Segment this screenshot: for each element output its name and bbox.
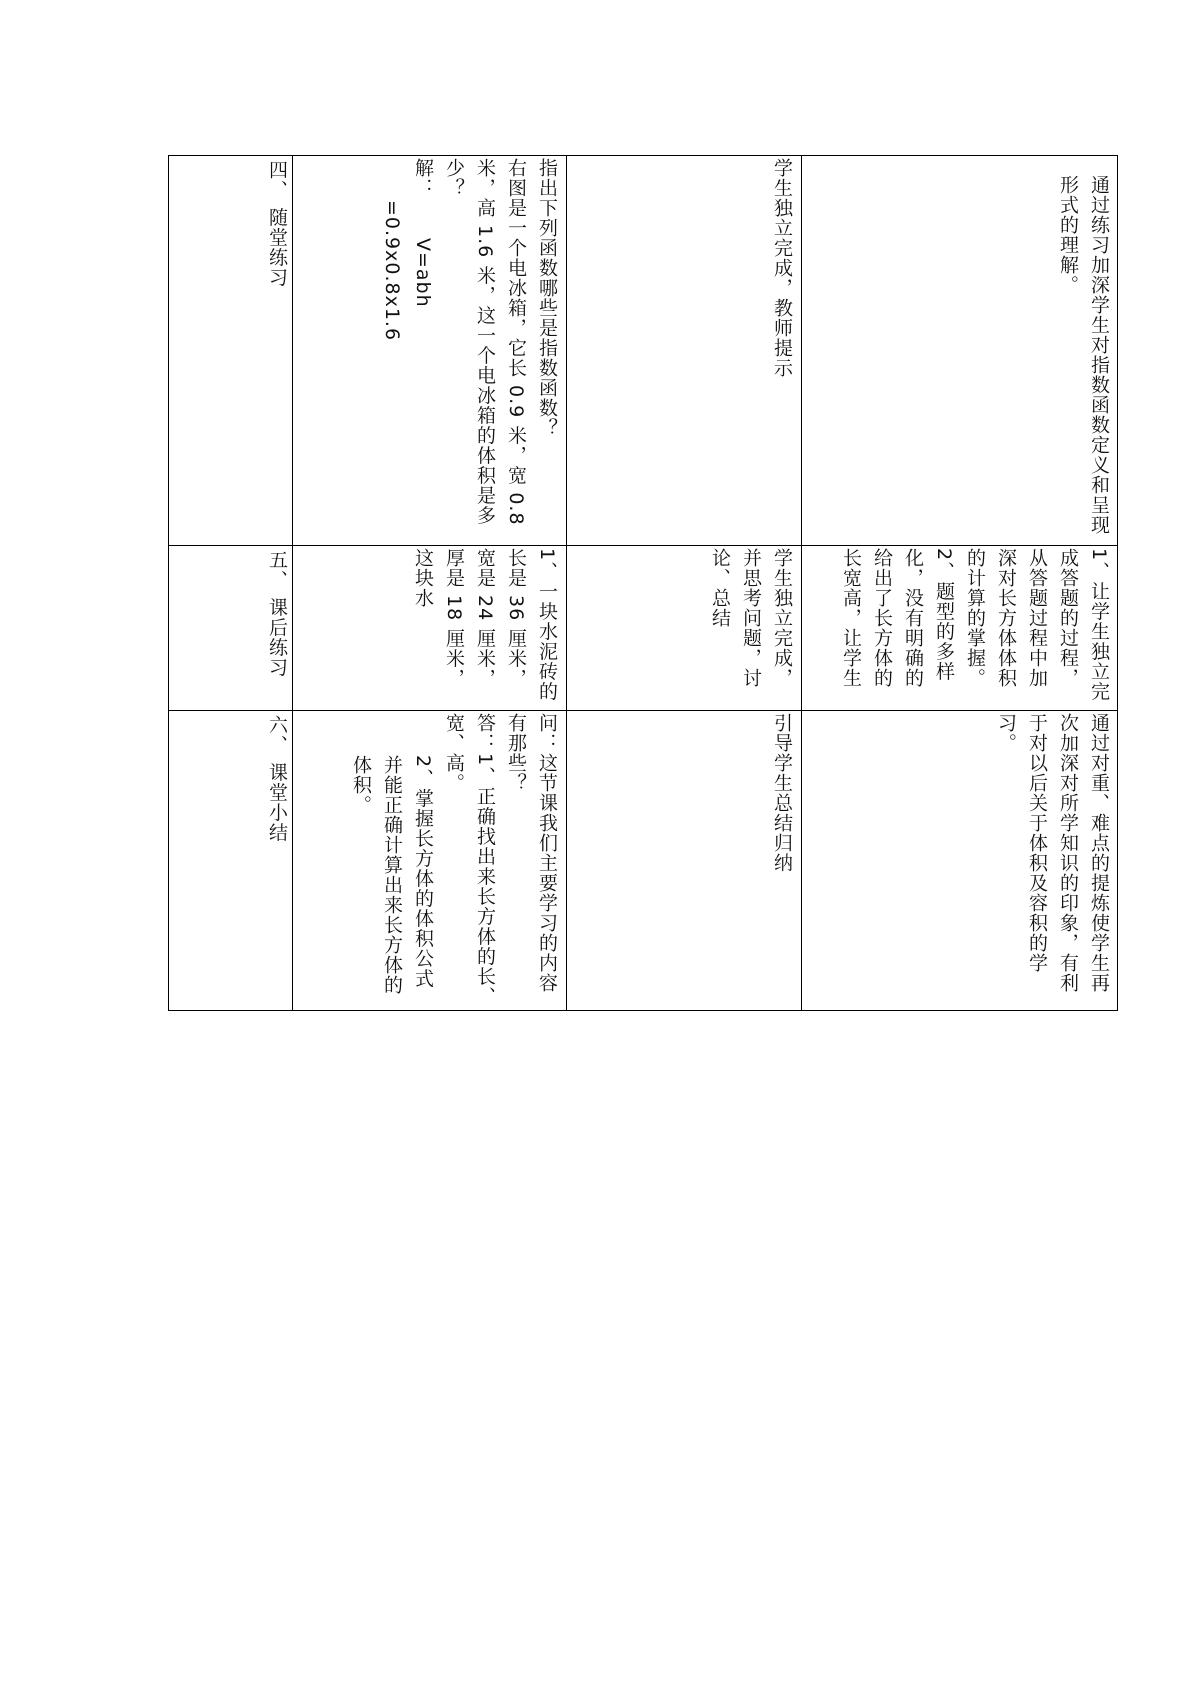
- content-line: 2、掌握长方体的体积公式并能正确计算出来长方体的体积。: [350, 755, 434, 995]
- content-cell-homework: [300, 548, 562, 706]
- activity-cell-practice: [567, 158, 797, 542]
- section-title-summary: [169, 715, 292, 1005]
- column-divider-1: [292, 155, 293, 1011]
- intent-cell-practice: [1000, 175, 1114, 542]
- section-title-practice: [169, 160, 292, 540]
- intent-text: 2、题型的多样化，没有明确的给出了长方体的长宽高，让学生: [840, 548, 955, 688]
- table-border-bottom: [168, 1010, 1118, 1011]
- content-line: 右图是一个电冰箱，它长 0.9 米，宽 0.8 米，高 1.6 米，这一个电冰箱的体积是多少？: [443, 158, 527, 526]
- section-label: 五、 课后练习: [266, 550, 288, 678]
- section-label: 四、 随堂练习: [266, 160, 288, 288]
- content-line: 问：这节课我们主要学习的内容有那些？: [505, 713, 558, 993]
- section-title-homework: [169, 550, 292, 706]
- row-divider-2: [168, 710, 1118, 711]
- activity-cell-homework: [567, 548, 797, 706]
- intent-cell-summary: [995, 713, 1114, 1007]
- content-line: 答：1、正确找出来长方体的长、宽、高。: [443, 713, 496, 1007]
- content-cell-summary: [300, 713, 562, 1007]
- content-line: 指出下列函数哪些是指数函数？: [536, 158, 558, 438]
- activity-text: 学生独立完成，并思考问题，讨论、总结: [709, 548, 793, 688]
- content-cell-practice: [300, 158, 562, 542]
- table-border-right: [1117, 155, 1118, 1011]
- intent-text: 通过练习加深学生对指数函数定义和呈现形式的理解。: [1057, 175, 1110, 535]
- section-label: 六、 课堂小结: [266, 715, 288, 843]
- activity-text: 引导学生总结归纳: [771, 713, 793, 873]
- table-border-top: [168, 155, 1118, 156]
- column-divider-3: [801, 155, 802, 1011]
- intent-text: 1、让学生独立完成答题的过程，从答题过程中加深对长方体体积的计算的掌握。: [964, 548, 1110, 702]
- row-divider-1: [168, 545, 1118, 546]
- activity-cell-summary: [567, 713, 797, 1007]
- intent-cell-homework: [810, 548, 1114, 706]
- content-line: 1、一块水泥砖的长是 36 厘米，宽是 24 厘米，厚是 18 厘米，这块水: [412, 548, 558, 702]
- content-line: 解： V=abh: [412, 158, 434, 308]
- content-line: =0.9x0.8x1.6: [381, 200, 403, 342]
- activity-text: 学生独立完成，教师提示: [771, 158, 793, 378]
- intent-text: 通过对重、难点的提炼使学生再次加深对所学知识的印象，有利于对以后关于体积及容积的学习。: [995, 713, 1110, 993]
